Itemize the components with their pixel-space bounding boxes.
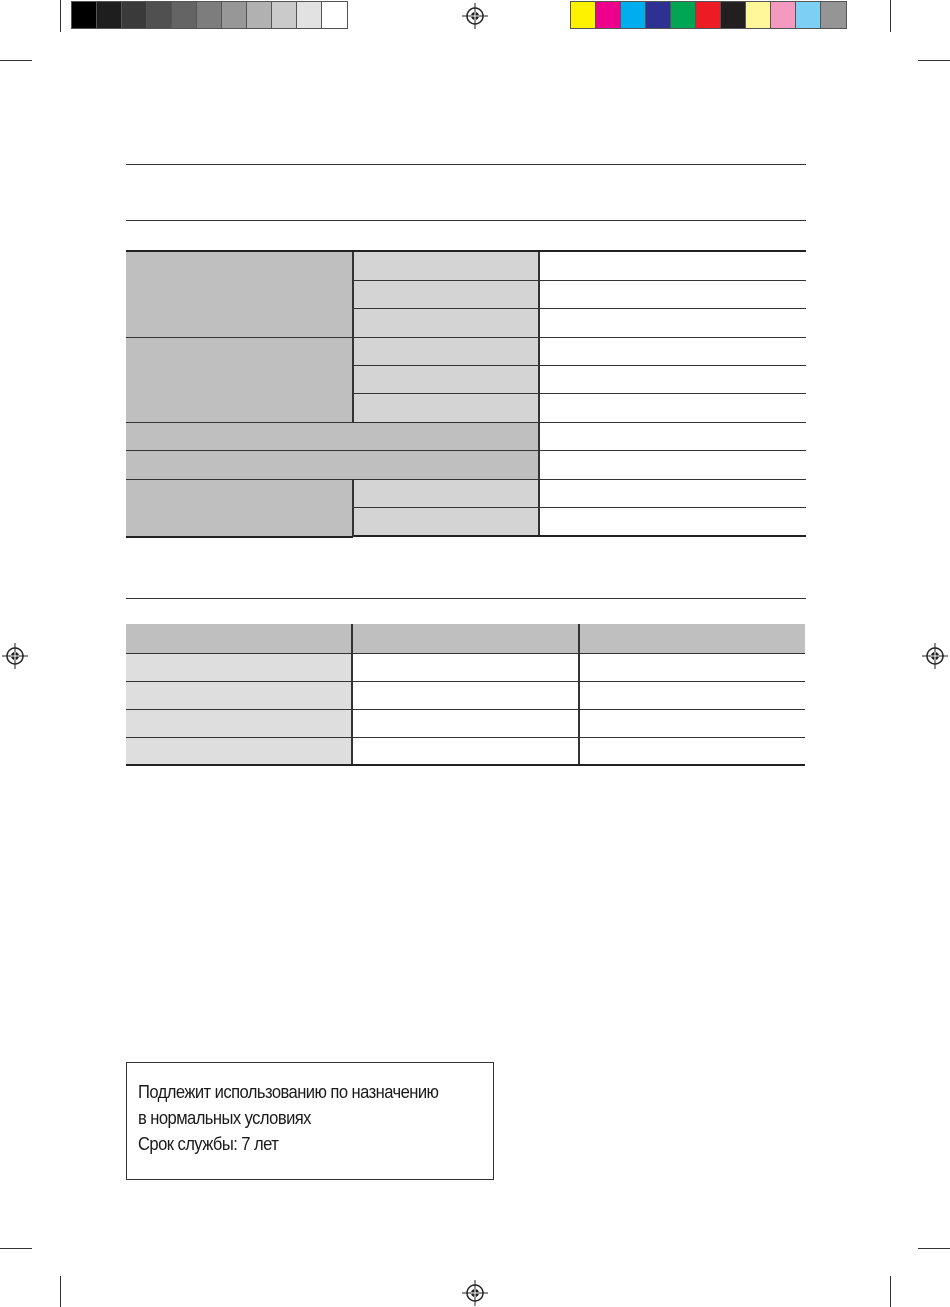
crop-mark xyxy=(60,1276,61,1307)
spec-group-cell xyxy=(126,252,353,337)
specification-table xyxy=(126,252,806,537)
spec-value-cell xyxy=(539,393,806,422)
color-swatch xyxy=(796,2,821,28)
spec-label-cell xyxy=(353,308,539,337)
spec-value-cell xyxy=(539,507,806,536)
gray-swatch xyxy=(172,2,197,28)
crop-mark xyxy=(0,60,32,61)
gray-swatch xyxy=(247,2,272,28)
spec-group-bottom-border xyxy=(126,536,353,538)
registration-mark-icon xyxy=(462,1280,488,1306)
spec-label-cell xyxy=(353,365,539,393)
spec-label-cell xyxy=(353,393,539,422)
spec-group-cell xyxy=(126,479,353,536)
gray-swatch xyxy=(97,2,122,28)
secondary-table xyxy=(126,624,805,766)
spec-value-cell xyxy=(539,252,806,280)
notice-line-conditions: в нормальных условиях xyxy=(138,1108,311,1128)
spec-value-cell xyxy=(539,422,806,450)
registration-mark-icon xyxy=(462,3,488,29)
notice-line-service-life: Срок службы: 7 лет xyxy=(138,1134,279,1154)
table-row-label-cell xyxy=(126,709,352,737)
crop-mark xyxy=(918,60,950,61)
table-value-cell xyxy=(579,709,805,737)
spec-value-cell xyxy=(539,337,806,365)
spec-label-cell xyxy=(353,337,539,365)
gray-swatch xyxy=(122,2,147,28)
color-swatch xyxy=(646,2,671,28)
spec-label-cell xyxy=(353,280,539,308)
spec-value-cell xyxy=(539,308,806,337)
registration-mark-icon xyxy=(922,643,948,669)
color-swatch xyxy=(771,2,796,28)
gray-swatch xyxy=(297,2,322,28)
service-life-notice xyxy=(126,1062,494,1180)
spec-group-cell xyxy=(126,337,353,422)
gray-swatch xyxy=(322,2,347,28)
spec-label-cell xyxy=(126,422,539,450)
spec-label-cell xyxy=(353,479,539,507)
color-swatch xyxy=(571,2,596,28)
gray-swatch xyxy=(197,2,222,28)
table-value-cell xyxy=(352,709,579,737)
table-value-cell xyxy=(352,737,579,765)
spec-value-cell xyxy=(539,365,806,393)
table-value-cell xyxy=(352,653,579,681)
crop-mark xyxy=(918,1248,950,1249)
table-row-label-cell xyxy=(126,681,352,709)
table-value-cell xyxy=(579,737,805,765)
gray-swatch xyxy=(222,2,247,28)
table-row-label-cell xyxy=(126,653,352,681)
gray-swatch xyxy=(147,2,172,28)
table-value-cell xyxy=(579,681,805,709)
spec-label-cell xyxy=(353,507,539,536)
table-value-cell xyxy=(579,653,805,681)
crop-mark xyxy=(60,0,61,32)
crop-mark xyxy=(890,1276,891,1307)
color-swatch xyxy=(671,2,696,28)
spec-label-cell xyxy=(353,252,539,280)
section-rule xyxy=(126,164,806,165)
gray-swatch xyxy=(72,2,97,28)
color-swatch xyxy=(696,2,721,28)
spec-value-cell xyxy=(539,280,806,308)
section-rule xyxy=(126,220,806,221)
table-value-cell xyxy=(352,681,579,709)
color-swatch xyxy=(596,2,621,28)
color-swatch xyxy=(621,2,646,28)
gray-swatch xyxy=(272,2,297,28)
table-row-label-cell xyxy=(126,737,352,765)
spec-value-cell xyxy=(539,479,806,507)
notice-line-usage: Подлежит использованию по назначению xyxy=(138,1082,439,1102)
gray-calibration-bar xyxy=(71,1,348,29)
section-rule xyxy=(126,598,806,599)
spec-label-cell xyxy=(126,450,539,479)
color-swatch xyxy=(721,2,746,28)
table-header-cell xyxy=(352,624,579,653)
color-swatch xyxy=(746,2,771,28)
table-header-cell xyxy=(126,624,352,653)
crop-mark xyxy=(890,0,891,32)
color-calibration-bar xyxy=(570,1,847,29)
table-header-cell xyxy=(579,624,805,653)
registration-mark-icon xyxy=(2,643,28,669)
crop-mark xyxy=(0,1248,32,1249)
color-swatch xyxy=(821,2,846,28)
spec-value-cell xyxy=(539,450,806,479)
